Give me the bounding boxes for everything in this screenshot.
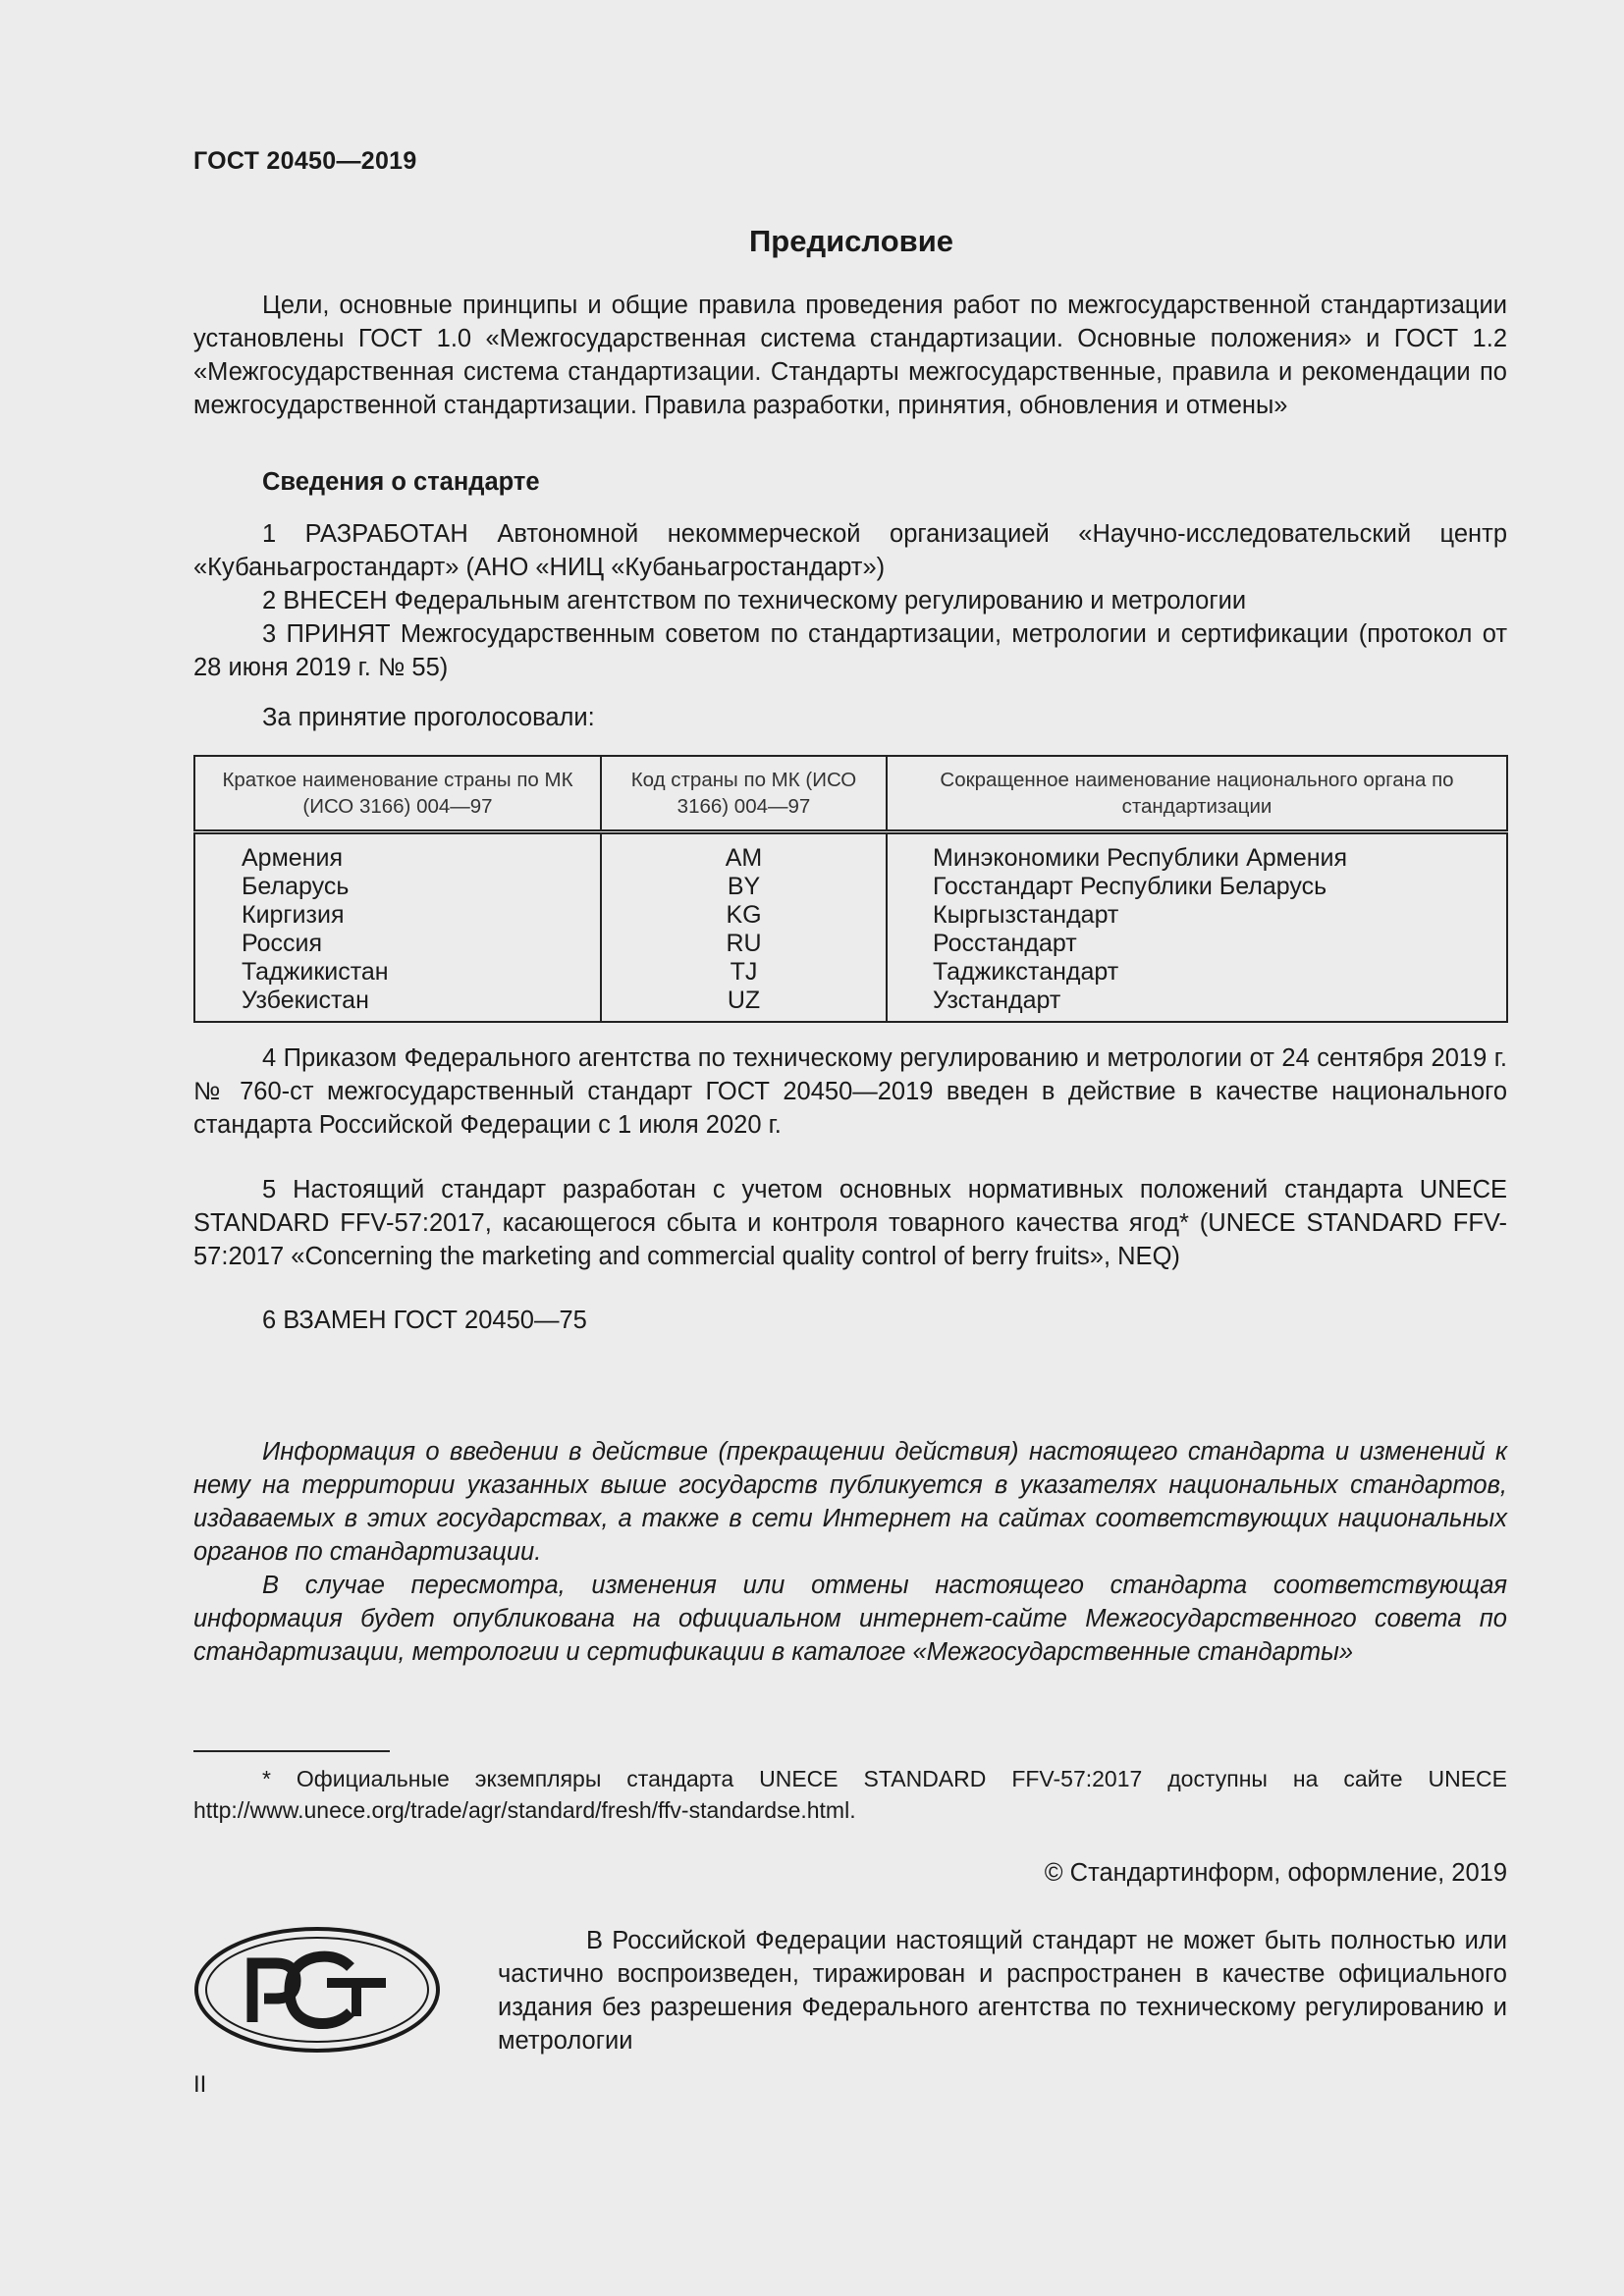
header-code: Код страны по МК (ИСО 3166) 004—97 <box>601 756 887 832</box>
table-row <box>194 832 1507 1023</box>
page-title: Предисловие <box>748 224 953 258</box>
item-6-block <box>193 1304 1507 1337</box>
item-1: 1 РАЗРАБОТАН Автономной некоммерческой организацией «Научно-исследовательский центр «Кубаньагростандарт» (АНО «НИЦ «Кубаньагростандарт») <box>193 520 1507 581</box>
code-list <box>601 832 887 1023</box>
country-code: RU <box>726 930 762 957</box>
country-list <box>194 832 601 1023</box>
table-header-row <box>194 756 1507 832</box>
intro-text: Цели, основные принципы и общие правила проведения работ по межгосударственной стандартизации установлены ГОСТ 1.0 «Межгосударственная система стандартизации. Основные положения» и ГОСТ 1.2 «Межгосударственная система стандартизации. Стандарты межгосударственные, правила и рекомендации по межгосударственной стандартизации. Правила разработки, принятия, обновления и отмены» <box>193 292 1507 419</box>
country-code: UZ <box>727 987 761 1014</box>
page-number: II <box>193 2071 207 2098</box>
standards-body: Госстандарт Республики Беларусь <box>933 873 1327 900</box>
document-code: ГОСТ 20450—2019 <box>193 147 417 175</box>
country-name: Киргизия <box>242 901 345 929</box>
intro-paragraph <box>193 289 1507 422</box>
standards-body: Кыргызстандарт <box>933 901 1119 929</box>
copyright-notice-text: В Российской Федерации настоящий стандарт не может быть полностью или частично воспроизведен, тиражирован и распространен в качестве официального издания без разрешения Федерального агентства по техническому регулированию и метрологии <box>498 1927 1507 2055</box>
country-name: Россия <box>242 930 322 957</box>
item-3: 3 ПРИНЯТ Межгосударственным советом по стандартизации, метрологии и сертификации (протокол от 28 июня 2019 г. № 55) <box>193 620 1507 681</box>
header-body: Сокращенное наименование национального органа по стандартизации <box>887 756 1507 832</box>
country-code: BY <box>727 873 761 900</box>
country-name: Беларусь <box>242 873 350 900</box>
copyright-notice <box>498 1924 1507 2057</box>
footnote-divider <box>193 1750 390 1752</box>
item-5-block <box>193 1173 1507 1273</box>
footnote <box>193 1763 1507 1826</box>
country-name: Армения <box>242 844 343 872</box>
country-code: TJ <box>730 958 758 986</box>
items-1-3 <box>193 517 1507 684</box>
rst-mark-icon <box>193 1926 441 2054</box>
item-5: 5 Настоящий стандарт разработан с учетом основных нормативных положений стандарта UNECE STANDARD FFV-57:2017, касающегося сбыта и контроля товарного качества ягод* (UNECE STANDARD FFV-57:2017 «Concerning the marketing and commercial quality control of berry fruits», NEQ) <box>193 1176 1507 1270</box>
country-code: KG <box>726 901 762 929</box>
country-name: Узбекистан <box>242 987 369 1014</box>
item-2: 2 ВНЕСЕН Федеральным агентством по техническому регулированию и метрологии <box>262 587 1247 614</box>
body-list <box>887 832 1507 1023</box>
item-4: 4 Приказом Федерального агентства по техническому регулированию и метрологии от 24 сентября 2019 г. № 760-ст межгосударственный стандарт ГОСТ 20450—2019 введен в действие в качестве национального стандарта Российской Федерации с 1 июля 2020 г. <box>193 1044 1507 1139</box>
item-4-block <box>193 1041 1507 1142</box>
enforcement-info <box>193 1435 1507 1669</box>
country-name: Таджикистан <box>242 958 389 986</box>
enforcement-info-p1: Информация о введении в действие (прекращении действия) настоящего стандарта и изменений к нему на территории указанных выше государств публикуется в указателях национальных стандартов, издаваемых в этих государствах, а также в сети Интернет на сайтах соответствующих национальных органов по стандартизации. <box>193 1438 1507 1566</box>
header-country: Краткое наименование страны по МК (ИСО 3166) 004—97 <box>194 756 601 832</box>
copyright: © Стандартинформ, оформление, 2019 <box>1044 1859 1507 1887</box>
country-code: AM <box>725 844 763 872</box>
standards-body: Росстандарт <box>933 930 1077 957</box>
footnote-text: * Официальные экземпляры стандарта UNECE STANDARD FFV-57:2017 доступны на сайте UNECE http://www.unece.org/trade/agr/standard/fresh/ffv-standardse.html. <box>193 1766 1507 1823</box>
voting-table <box>193 755 1508 1023</box>
standards-body: Узстандарт <box>933 987 1061 1014</box>
enforcement-info-p2: В случае пересмотра, изменения или отмены настоящего стандарта соответствующая информация будет опубликована на официальном интернет-сайте Межгосударственного совета по стандартизации, метрологии и сертификации в каталоге «Межгосударственные стандарты» <box>193 1572 1507 1666</box>
standards-body: Минэкономики Республики Армения <box>933 844 1348 872</box>
info-heading: Сведения о стандарте <box>262 468 540 496</box>
vote-label: За принятие проголосовали: <box>262 704 595 731</box>
item-6: 6 ВЗАМЕН ГОСТ 20450—75 <box>262 1307 587 1334</box>
standards-body: Таджикстандарт <box>933 958 1119 986</box>
